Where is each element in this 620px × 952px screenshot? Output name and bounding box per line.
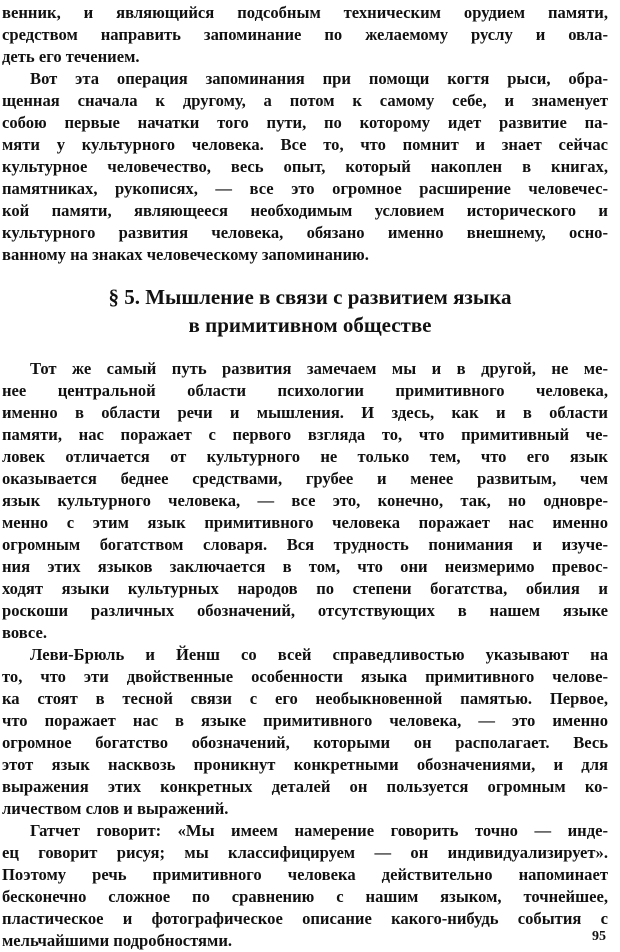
text-line: венник, и являющийся подсобным техническим орудием памяти, [2, 3, 608, 22]
text-line: язык культурного человека, — все это, конечно, так, но одновре- [2, 491, 608, 510]
text-line: мяти у культурного человека. Все то, что помнит и знает сейчас [2, 135, 608, 154]
text-line: ка стоят в тесной связи с его необыкновенной памятью. Первое, [2, 689, 608, 708]
text-line: огромным богатством словаря. Вся трудность понимания и изуче- [2, 535, 608, 554]
text-line: культурное человечество, весь опыт, который накоплен в книгах, [2, 157, 608, 176]
text-line: бесконечно сложное по сравнению с нашим языком, точнейшее, [2, 887, 608, 906]
text-line: кой памяти, являющееся необходимым условием исторического и [2, 201, 608, 220]
text-line: деть его течением. [2, 47, 140, 66]
text-line: выражения этих конкретных деталей он пользуется огромным ко- [2, 777, 608, 796]
text-line: ец говорит рисуя; мы классифицируем — он индивидуализирует». [2, 843, 608, 862]
page-number: 95 [592, 929, 606, 944]
text-line: средством направить запоминание по желаемому руслу и овла- [2, 25, 608, 44]
text-line: этот язык насквозь проникнут конкретными обозначениями, и для [2, 755, 608, 774]
text-line: Поэтому речь примитивного человека действительно напоминает [2, 865, 608, 884]
text-line: оказывается беднее средствами, грубее и менее развитым, чем [2, 469, 608, 488]
text-line: ходят языки культурных народов по степени богатства, обилия и [2, 579, 608, 598]
text-line: нее центральной области психологии примитивного человека, [2, 381, 608, 400]
text-line: Гатчет говорит: «Мы имеем намерение говорить точно — индe- [30, 821, 608, 840]
text-line: Вот эта операция запоминания при помощи когтя рыси, обра- [30, 69, 608, 88]
text-line: именно в области речи и мышления. И здесь, как и в области [2, 403, 608, 422]
text-line: памятниках, рукописях, — все это огромное расширение человечес- [2, 179, 608, 198]
text-line: Леви-Брюль и Йенш со всей справедливостью указывают на [30, 645, 608, 664]
text-line: личеством слов и выражений. [2, 799, 229, 818]
text-line: щенная сначала к другому, а потом к самому себе, и знаменует [2, 91, 608, 110]
text-line: культурного развития человека, обязано именно внешнему, осно- [2, 223, 608, 242]
text-line: ния этих языков заключается в том, что они неизмеримо превос- [2, 557, 608, 576]
text-line: ловек отличается от культурного не только тем, что его язык [2, 447, 608, 466]
text-line: Тот же самый путь развития замечаем мы и в другой, не ме- [30, 359, 608, 378]
text-line: мельчайшими подробностями. [2, 931, 233, 950]
text-line: то, что эти двойственные особенности языка примитивного челове- [2, 667, 608, 686]
text-line: памяти, нас поражает с первого взгляда то, что примитивный че- [2, 425, 608, 444]
text-line: пластическое и фотографическое описание какого-нибудь события с [2, 909, 608, 928]
section-heading: § 5. Мышление в связи с развитием языка [108, 285, 512, 309]
text-line: что поражает нас в языке примитивного человека, — это именно [2, 711, 608, 730]
section-heading-subtitle: в примитивном обществе [188, 313, 432, 337]
text-line: огромное богатство обозначений, которыми он располагает. Весь [2, 733, 608, 752]
text-line: вовсе. [2, 623, 47, 642]
text-line: менно с этим язык примитивного человека поражает нас именно [2, 513, 608, 532]
text-line: роскоши различных обозначений, отсутствующих в нашем языке [2, 601, 608, 620]
text-line: собою первые начатки того пути, по которому идет развитие па- [2, 113, 608, 132]
text-line: ванному на знаках человеческому запоминанию. [2, 245, 369, 264]
